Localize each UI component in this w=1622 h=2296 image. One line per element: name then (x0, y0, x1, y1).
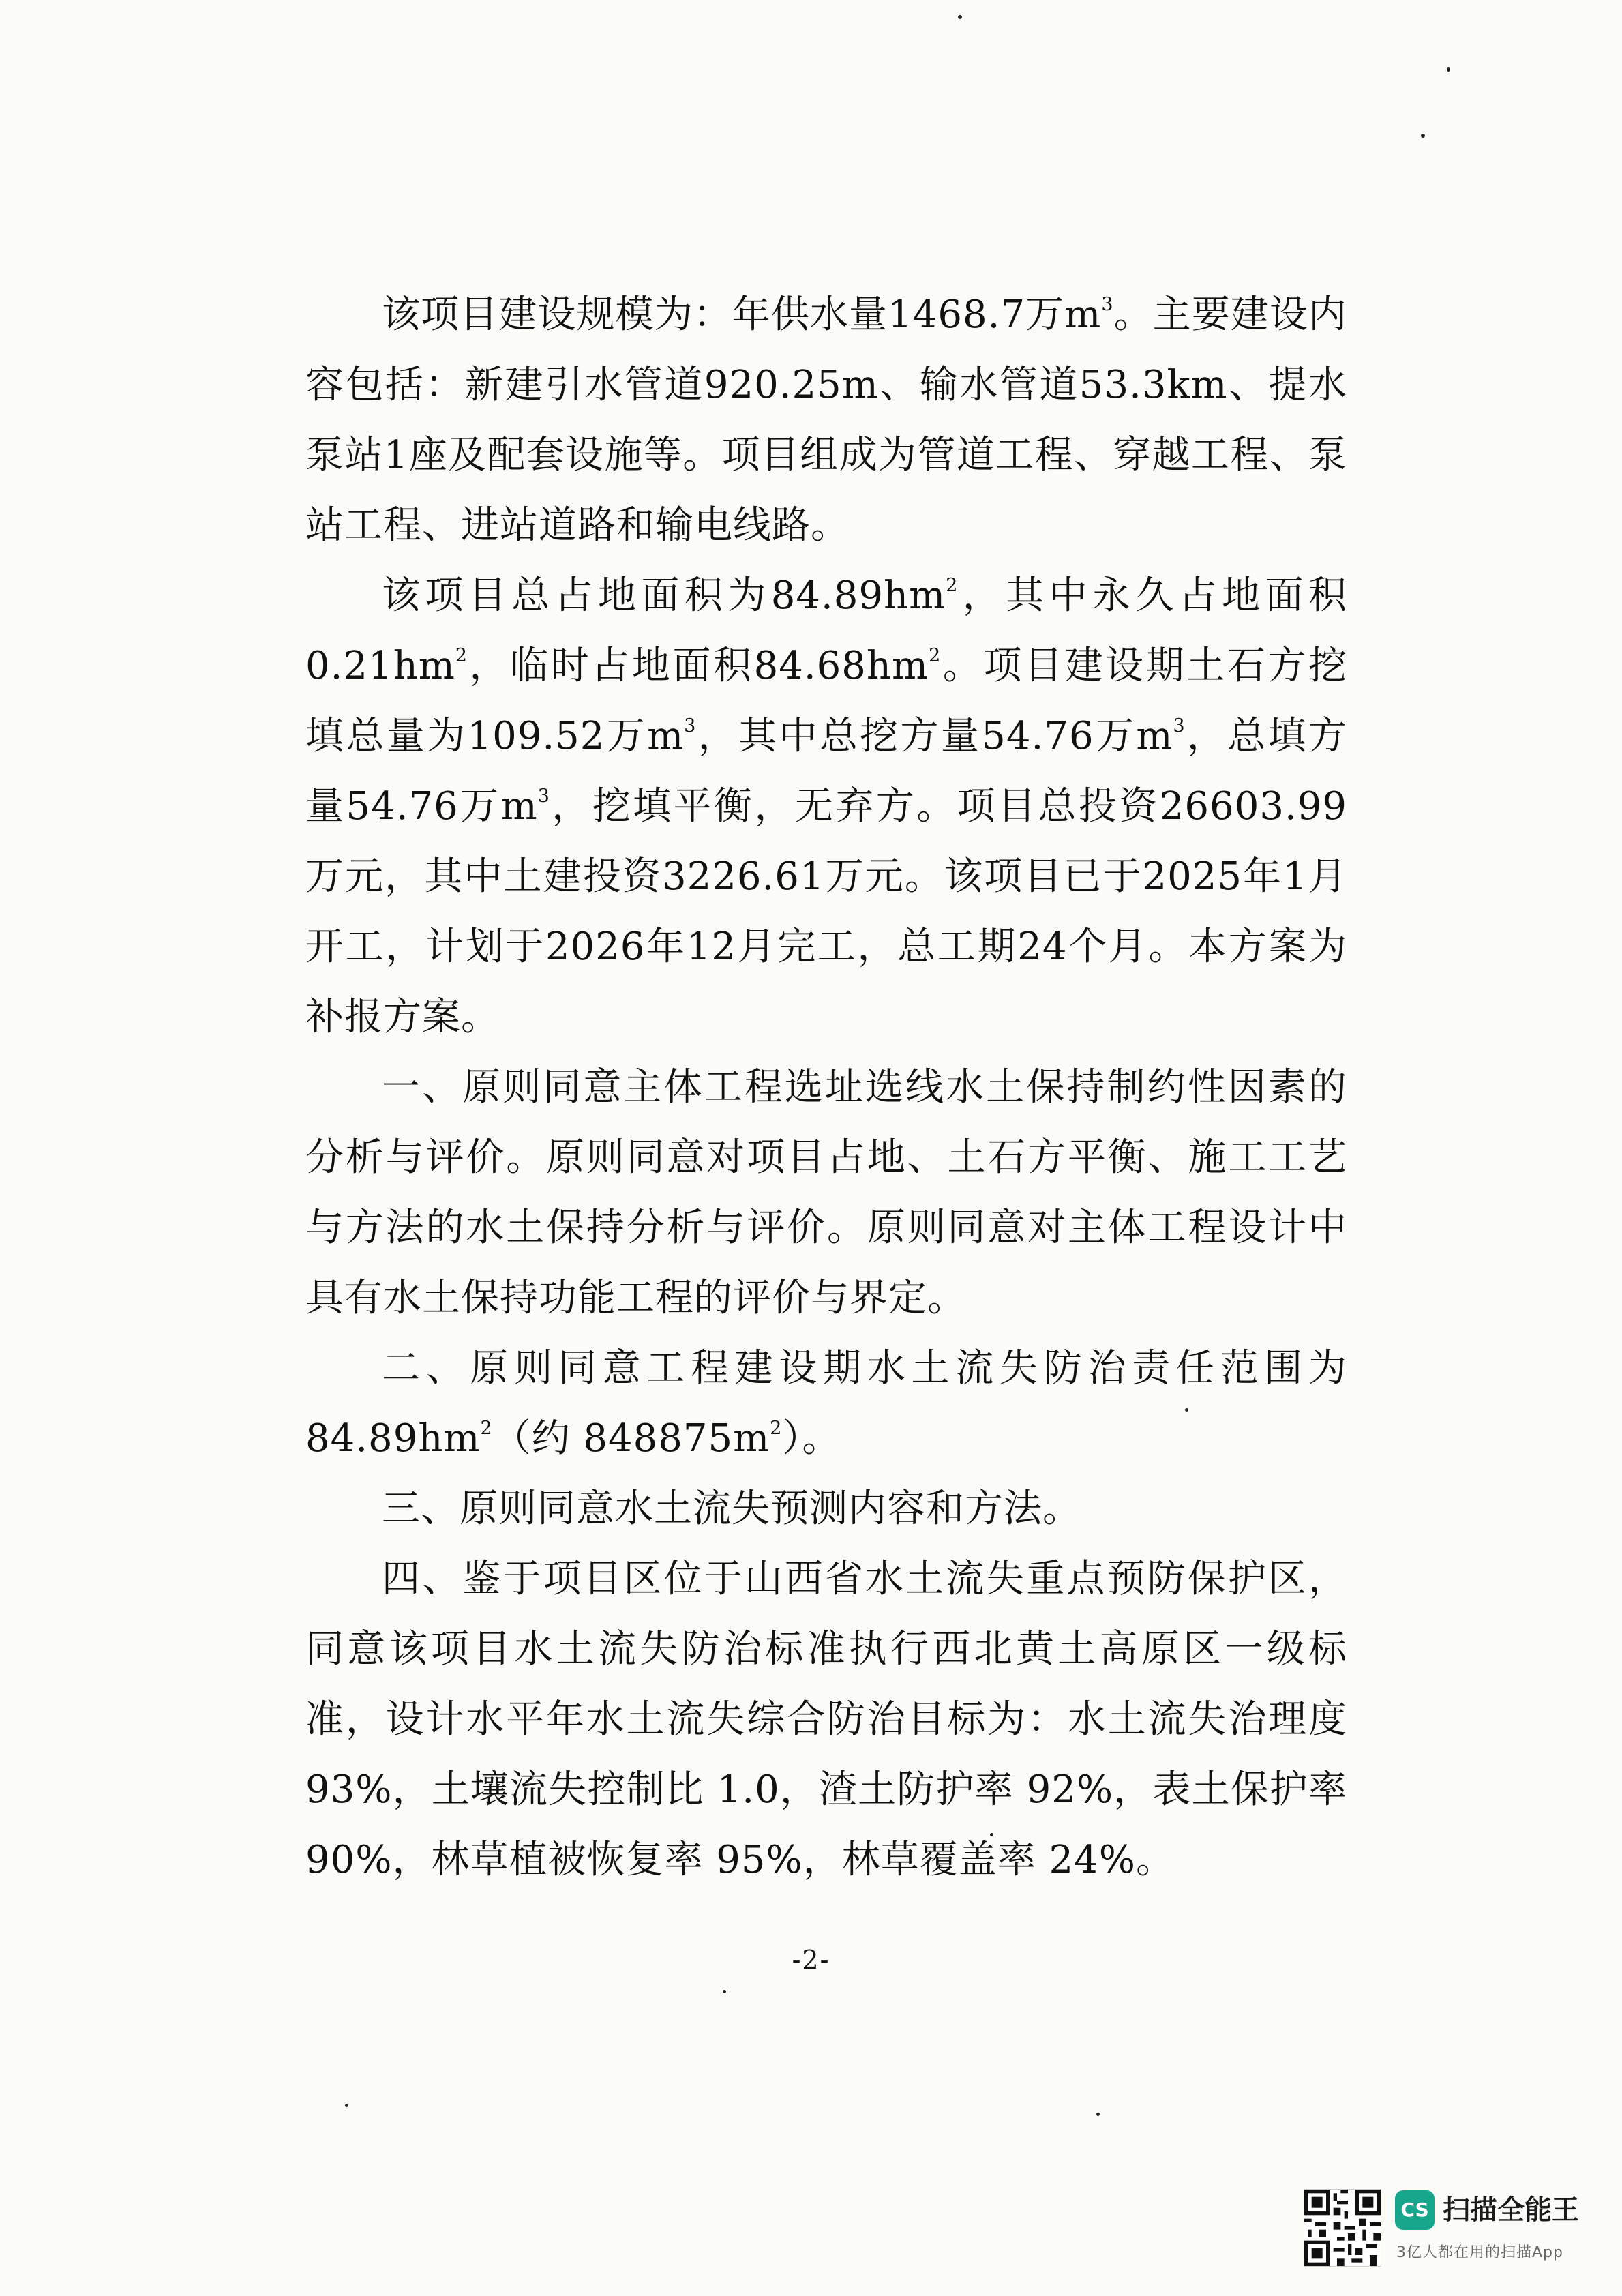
superscript: 2 (455, 644, 468, 666)
page-number: -2- (792, 1945, 830, 1975)
scan-speck (1185, 1408, 1188, 1412)
scanner-app-name: 扫描全能王 (1443, 2194, 1579, 2226)
scanner-watermark (1304, 2189, 1604, 2271)
scan-speck (958, 15, 962, 19)
scanner-app-tagline: 3亿人都在用的扫描App (1396, 2244, 1563, 2261)
superscript: 3 (1101, 293, 1114, 315)
superscript: 3 (684, 715, 697, 736)
superscript: 2 (929, 644, 942, 666)
document-body (305, 280, 1347, 1895)
paragraph-item-four: 四、鉴于项目区位于山西省水土流失重点预防保护区，同意该项目水土流失防治标准执行西北黄土高原区一级标准，设计水平年水土流失综合防治目标为：水土流失治理度 93%，土壤流失控制比 1.0，渣土防护率 92%，表土保护率 90%，林草植被恢复率 95%，林草覆盖率 24%。 (305, 1557, 1347, 1882)
paragraph-item-three: 三、原则同意水土流失预测内容和方法。 (382, 1487, 1081, 1531)
scan-speck (345, 2104, 348, 2107)
paragraph-land-and-earthwork: 该项目总占地面积为$84.89hm^2$，其中永久占地面积$0.21hm^2$，临时占地面积$84.68hm^2$。项目建设期土石方挖填总量为109.52万$m^3$，其中总挖方量54.76万$m^3$，总填方量54.76万$m^3$，挖填平衡，无弃方。项目总投资26603.99万元，其中土建投资3226.61万元。该项目已于2025年1月开工，计划于2026年12月完工，总工期24个月。本方案为补报方案。 (305, 573, 1348, 1039)
scan-speck (1096, 2113, 1100, 2116)
paragraph-item-one: 一、原则同意主体工程选址选线水土保持制约性因素的分析与评价。原则同意对项目占地、土石方平衡、施工工艺与方法的水土保持分析与评价。原则同意对主体工程设计中具有水土保持功能工程的评价与界定。 (305, 1065, 1347, 1320)
scan-speck (1421, 134, 1425, 138)
superscript: 2 (946, 574, 959, 596)
scan-speck (1447, 67, 1450, 72)
superscript: 2 (770, 1417, 783, 1439)
superscript: 2 (480, 1417, 493, 1439)
superscript: 3 (1173, 715, 1186, 736)
scan-speck (723, 1990, 726, 1993)
paragraph-item-two: 二、原则同意工程建设期水土流失防治责任范围为 $84.89hm^2$（约 $848875m^2$）。 (305, 1346, 1347, 1461)
qr-code-icon (1304, 2189, 1381, 2267)
superscript: 3 (537, 785, 550, 807)
paragraph-construction-scale: 该项目建设规模为：年供水量1468.7万$m^3$。主要建设内容包括：新建引水管道920.25m、输水管道53.3km、提水泵站1座及配套设施等。项目组成为管道工程、穿越工程、泵站工程、进站道路和输电线路。 (305, 293, 1348, 548)
camscanner-logo-icon: CS (1395, 2190, 1435, 2230)
scan-speck (990, 1833, 993, 1836)
